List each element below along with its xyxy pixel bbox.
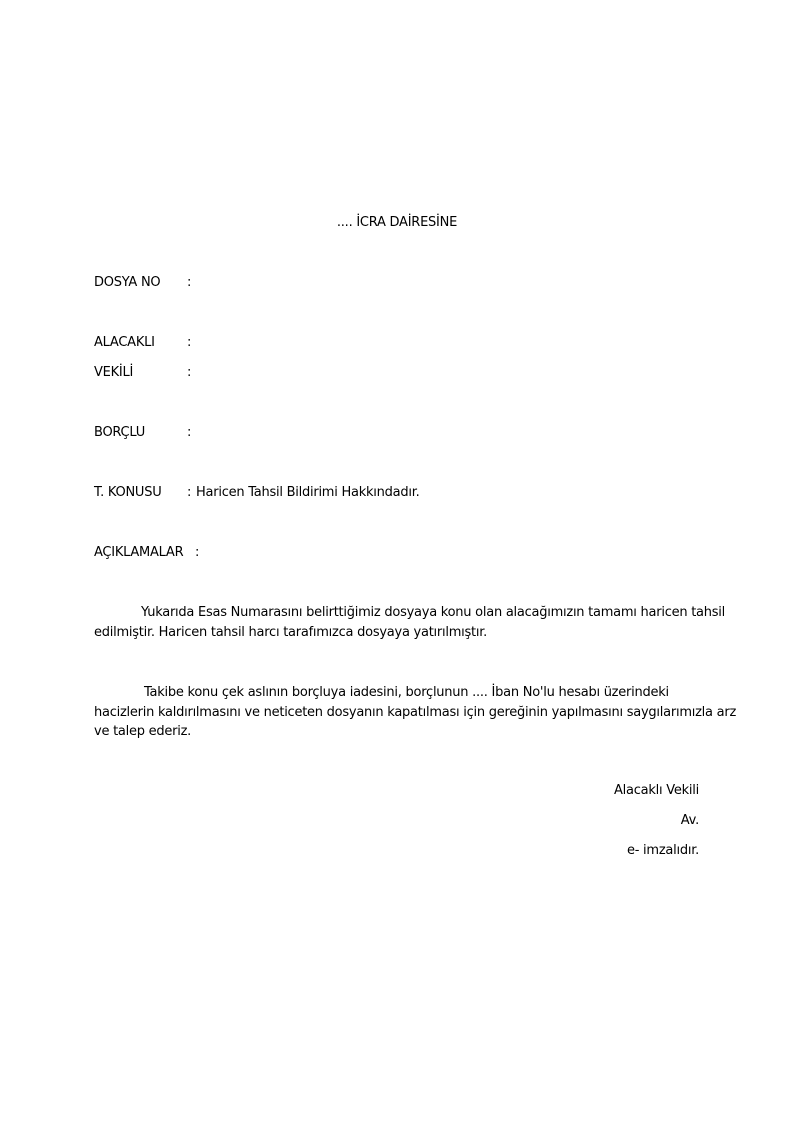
- field-label-dosya-no: DOSYA NO: [94, 275, 161, 290]
- paragraph-2-line-1: Takibe konu çek aslının borçluya iadesini, borçlunun .... İban No'lu hesabı üzerindeki: [144, 685, 669, 700]
- field-colon-aciklamalar: :: [195, 545, 200, 560]
- signature-role: Alacaklı Vekili: [614, 783, 699, 798]
- field-label-konusu: T. KONUSU: [94, 485, 162, 500]
- field-colon-borclu: :: [187, 425, 192, 440]
- field-colon-vekili: :: [187, 365, 192, 380]
- field-label-alacakli: ALACAKLI: [94, 335, 155, 350]
- signature-e-signed-note: e- imzalıdır.: [626, 843, 699, 858]
- paragraph-2-line-3: ve talep ederiz.: [94, 724, 192, 739]
- field-value-konusu: Haricen Tahsil Bildirimi Hakkındadır.: [196, 485, 420, 500]
- field-colon-alacakli: :: [187, 335, 192, 350]
- field-label-vekili: VEKİLİ: [94, 365, 134, 380]
- document-title: .... İCRA DAİRESİNE: [336, 215, 458, 230]
- paragraph-1-line-1: Yukarıda Esas Numarasını belirttiğimiz dosyaya konu olan alacağımızın tamamı haricen tahsil: [141, 605, 726, 620]
- paragraph-1-line-2: edilmiştir. Haricen tahsil harcı tarafımızca dosyaya yatırılmıştır.: [94, 624, 488, 640]
- paragraph-2-line-2: hacizlerin kaldırılmasını ve neticeten dosyanın kapatılması için gereğinin yapılmasını saygılarımızla arz: [94, 704, 737, 720]
- body-paragraph-2: [94, 683, 737, 742]
- field-colon-dosya-no: :: [187, 275, 192, 290]
- field-colon-konusu: :: [187, 485, 192, 500]
- body-paragraph-1: [94, 603, 726, 642]
- signature-title: Av.: [680, 813, 699, 828]
- field-label-borclu: BORÇLU: [94, 425, 145, 440]
- field-label-aciklamalar: AÇIKLAMALAR: [94, 545, 184, 560]
